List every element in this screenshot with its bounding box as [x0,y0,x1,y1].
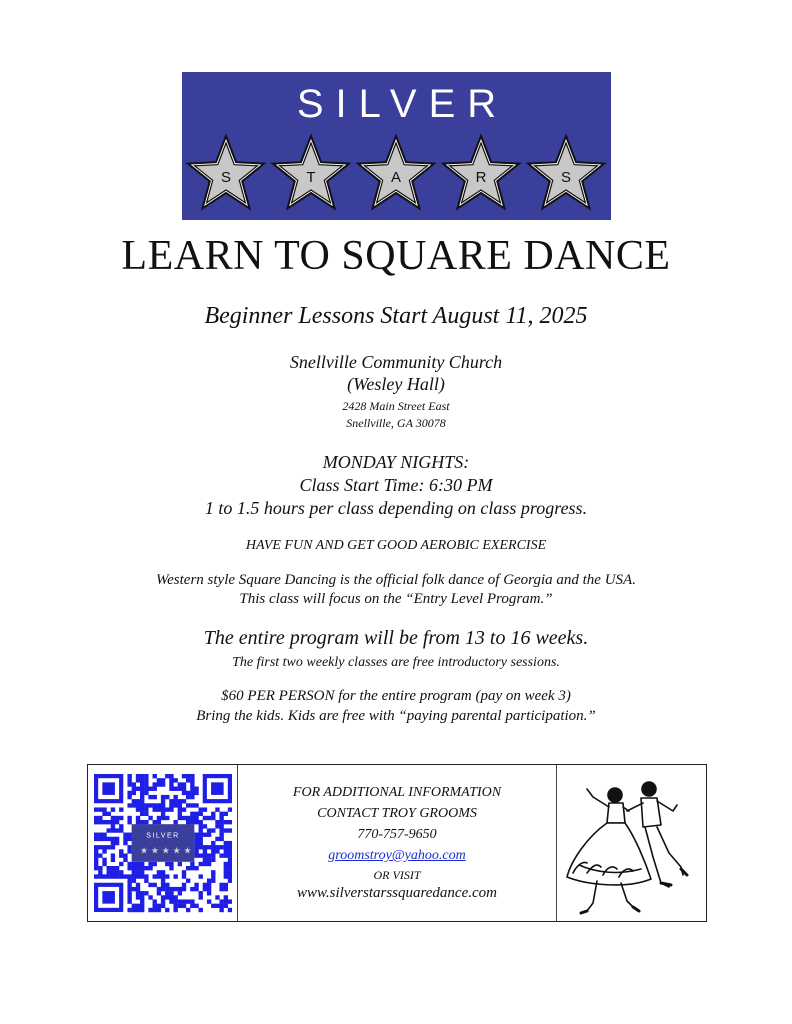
silver-stars-logo [182,72,611,220]
qr-code-icon[interactable] [94,773,232,913]
contact-details [238,765,556,921]
contact-heading: FOR ADDITIONAL INFORMATION [292,785,502,800]
logo-stars [182,132,611,220]
svg-text:★: ★ [140,846,149,857]
svg-text:★: ★ [161,846,170,857]
logo-word: SILVER [296,82,509,126]
star-icon [443,136,519,208]
church-hall: (Wesley Hall) [347,374,445,394]
square-dancers-illustration-icon [557,765,705,920]
contact-info-box [87,764,707,922]
star-letter: S [560,169,572,186]
contact-person: CONTACT TROY GROOMS [317,806,477,821]
star-icon [188,136,264,208]
lessons-start-subtitle: Beginner Lessons Start August 11, 2025 [204,303,588,329]
benefit-line: HAVE FUN AND GET GOOD AEROBIC EXERCISE [245,538,547,553]
address-line-1: 2428 Main Street East [342,399,450,413]
address-line-2: Snellville, GA 30078 [346,416,446,430]
dancers-image-cell [556,765,706,921]
or-visit-text: OR VISIT [373,868,421,882]
svg-text:★: ★ [150,846,159,857]
star-letter: S [220,169,232,186]
price-line: $60 PER PERSON for the entire program (pay on week 3) [221,688,571,704]
contact-email-link[interactable]: groomstroy@yahoo.com [328,848,466,863]
church-name: Snellville Community Church [289,352,503,372]
star-letter: A [390,169,402,186]
qr-code-cell [88,765,238,921]
class-start-time: Class Start Time: 6:30 PM [299,475,493,495]
svg-text:★: ★ [172,846,181,857]
star-icon [273,136,349,208]
star-letter: T [306,169,316,186]
page-title: LEARN TO SQUARE DANCE [121,233,671,279]
description-line-1: Western style Square Dancing is the official folk dance of Georgia and the USA. [156,572,636,588]
star-icon [528,136,604,208]
free-sessions-note: The first two weekly classes are free introductory sessions. [232,655,560,670]
schedule-day: MONDAY NIGHTS: [322,452,470,472]
class-duration: 1 to 1.5 hours per class depending on class progress. [204,498,588,518]
svg-text:SILVER: SILVER [146,832,180,840]
kids-line: Bring the kids. Kids are free with “paying parental participation.” [196,708,596,724]
star-letter: R [475,169,487,186]
program-length: The entire program will be from 13 to 16 weeks. [203,627,589,649]
description-line-2: This class will focus on the “Entry Level Program.” [239,591,553,607]
contact-phone: 770-757-9650 [357,827,437,842]
svg-text:★: ★ [183,846,192,857]
star-icon [358,136,434,208]
website-link[interactable]: www.silverstarssquaredance.com [297,885,497,901]
